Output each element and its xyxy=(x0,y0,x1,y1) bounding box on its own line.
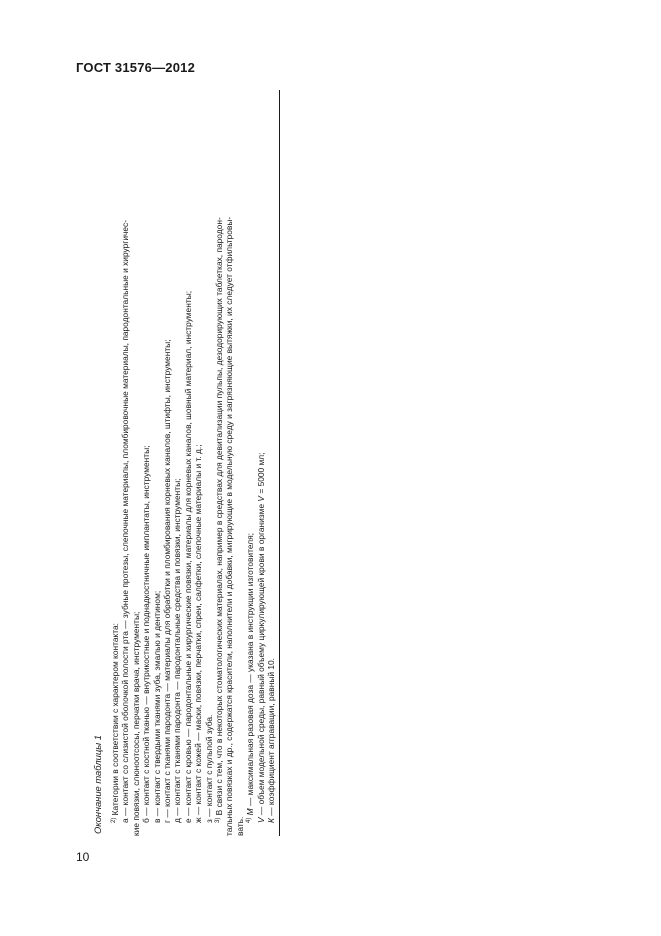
footnote-2-item-e: е — контакт с кровью — пародонтальные и хирургические повязки, материалы для корневых каналов, шовный материал, инструменты; xyxy=(182,290,193,823)
document-header: ГОСТ 31576—2012 xyxy=(76,60,195,75)
footnote-3-line-3: вать. xyxy=(234,816,245,836)
symbol-m: М xyxy=(245,808,256,816)
footnote-4-k xyxy=(266,91,276,836)
footnotes-block xyxy=(110,91,277,836)
footnote-2-item-a: а — контакт со слизистой оболочкой полости рта — зубные протезы, слепочные материалы, пломбировочные материалы, пародонтальные и хирургичес- xyxy=(120,219,131,823)
footnote-text: — максимальная разовая доза — указана в инструкции изготовителя; xyxy=(245,533,256,809)
footnote-text: Категории в соответствии с характером контакта: xyxy=(110,622,120,816)
symbol-k: К xyxy=(266,818,277,823)
footnote-marker: 4) xyxy=(246,817,253,823)
footnote-2-item-z: з — контакт с пульпой зуба. xyxy=(203,714,214,823)
footnote-3-line-2: тальных повязках и др., содержатся красители, наполнители и добавки, мигрирующие в модельную среду и загрязняющие вытяжки, их следует отфильтровы- xyxy=(224,216,235,836)
footnote-text: — коэффициент аггравации, равный 10. xyxy=(266,658,277,819)
footnote-3-line-1 xyxy=(214,91,224,836)
page-number: 10 xyxy=(76,850,90,864)
footnote-2-item-v: в — контакт с твердыми тканями зуба, эмалью и дентином; xyxy=(151,590,162,823)
footnote-4-v xyxy=(256,91,266,836)
symbol-v: V xyxy=(255,817,266,823)
footnote-text: В связи с тем, что в некоторых стоматологических материалах, например в средствах для девитализации пульпы, дезодорирующих таблетках, пародон- xyxy=(214,217,225,816)
footnote-2-item-a-cont: кие повязки, слюноотсосы, перчатки врача, инструменты; xyxy=(130,611,141,836)
footnote-marker: 2) xyxy=(111,817,117,823)
footnote-2-item-g: г — контакт с тканями пародонта — материалы для обработки и пломбирования корневых каналов, штифты, инструменты; xyxy=(162,339,173,823)
table-continuation-caption: Окончание таблицы 1 xyxy=(92,735,103,834)
footnote-2-item-zh: ж — контакт с кожей — маски, повязки, перчатки, спреи, салфетки, слепочные материалы и т. д.; xyxy=(193,444,204,823)
footnote-2-item-d: д — контакт с тканями пародонта — пародонтальные средства и повязки, инструменты; xyxy=(172,478,183,823)
footnote-2-item-b: б — контакт с костной тканью — внутрикостные и поднадкостничные имплантаты, инструменты; xyxy=(141,445,152,823)
footnote-text: = 5000 мл; xyxy=(255,452,266,496)
symbol-v-inline: V xyxy=(255,495,266,502)
footnote-2-intro xyxy=(110,91,120,836)
footnote-marker: 3) xyxy=(215,817,222,823)
footnote-text: — объем модельной среды, равный объему циркулирующей крови в организме xyxy=(255,501,266,818)
footnote-4-m xyxy=(245,91,255,836)
rotated-table-footnotes xyxy=(92,91,280,836)
